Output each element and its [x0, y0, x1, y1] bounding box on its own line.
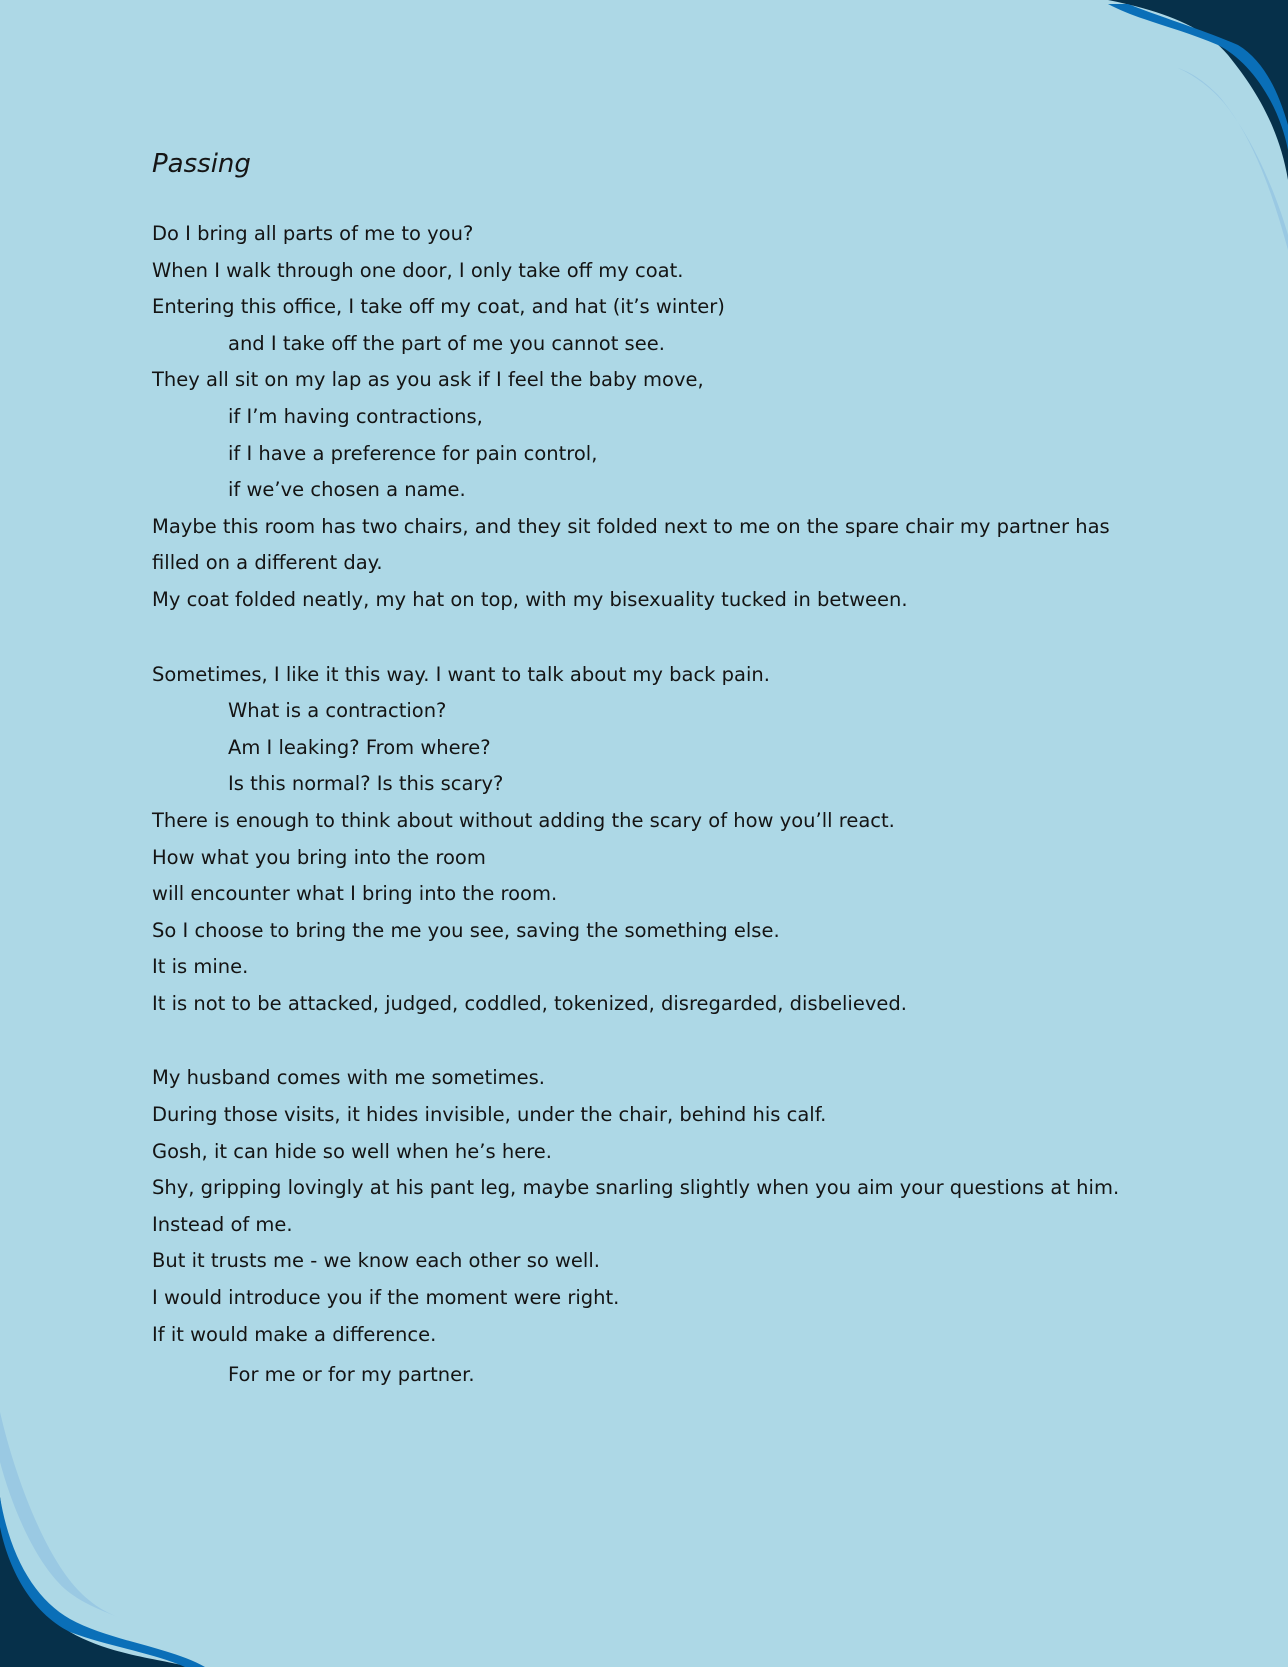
poem-line: Sometimes, I like it this way. I want to talk about my back pain.	[152, 662, 770, 686]
poem-line-indented: Am I leaking? From where?	[228, 735, 491, 759]
stanza-1	[152, 216, 1142, 619]
poem-line-indented: if I have a preference for pain control,	[228, 441, 598, 465]
poem-line: So I choose to bring the me you see, saving the something else.	[152, 918, 780, 942]
poem-line: My coat folded neatly, my hat on top, with my bisexuality tucked in between.	[152, 587, 908, 611]
poem-line: Instead of me.	[152, 1212, 293, 1236]
poem-line: How what you bring into the room	[152, 845, 486, 869]
poem-line: It is mine.	[152, 955, 249, 979]
bottom-left-wave-decoration	[0, 1407, 210, 1667]
poem	[152, 140, 1142, 1432]
poem-line-indented: if we’ve chosen a name.	[228, 478, 466, 502]
poem-line: Shy, gripping lovingly at his pant leg, maybe snarling slightly when you aim your questions at him.	[152, 1176, 1120, 1200]
poem-line-indented: For me or for my partner.	[228, 1363, 475, 1387]
poem-line: It is not to be attacked, judged, coddled, tokenized, disregarded, disbelieved.	[152, 991, 907, 1015]
poem-line: They all sit on my lap as you ask if I feel the baby move,	[152, 368, 704, 392]
poem-line-indented: What is a contraction?	[228, 699, 447, 723]
poem-line: My husband comes with me sometimes.	[152, 1066, 545, 1090]
poem-line: But it trusts me - we know each other so well.	[152, 1249, 600, 1273]
stanza-2	[152, 657, 1142, 1023]
poem-title: Passing	[152, 149, 251, 179]
poem-line: When I walk through one door, I only take off my coat.	[152, 258, 684, 282]
poem-line-indented: Is this normal? Is this scary?	[228, 772, 504, 796]
poem-line: If it would make a difference.	[152, 1322, 437, 1346]
poem-line: There is enough to think about without adding the scary of how you’ll react.	[152, 808, 895, 832]
poem-line-indented: and I take off the part of me you cannot see.	[228, 331, 665, 355]
poem-line: Entering this office, I take off my coat, and hat (it’s winter)	[152, 295, 725, 319]
poem-line: will encounter what I bring into the room.	[152, 882, 558, 906]
stanza-3	[152, 1060, 1142, 1393]
poem-line: During those visits, it hides invisible, under the chair, behind his calf.	[152, 1103, 827, 1127]
poem-line: Do I bring all parts of me to you?	[152, 222, 474, 245]
poem-line: I would introduce you if the moment were right.	[152, 1286, 620, 1310]
poem-line-indented: if I’m having contractions,	[228, 404, 483, 428]
poem-line: Maybe this room has two chairs, and they sit folded next to me on the spare chair my partner has filled on a different day.	[152, 514, 1110, 575]
poem-line: Gosh, it can hide so well when he’s here.	[152, 1139, 552, 1163]
